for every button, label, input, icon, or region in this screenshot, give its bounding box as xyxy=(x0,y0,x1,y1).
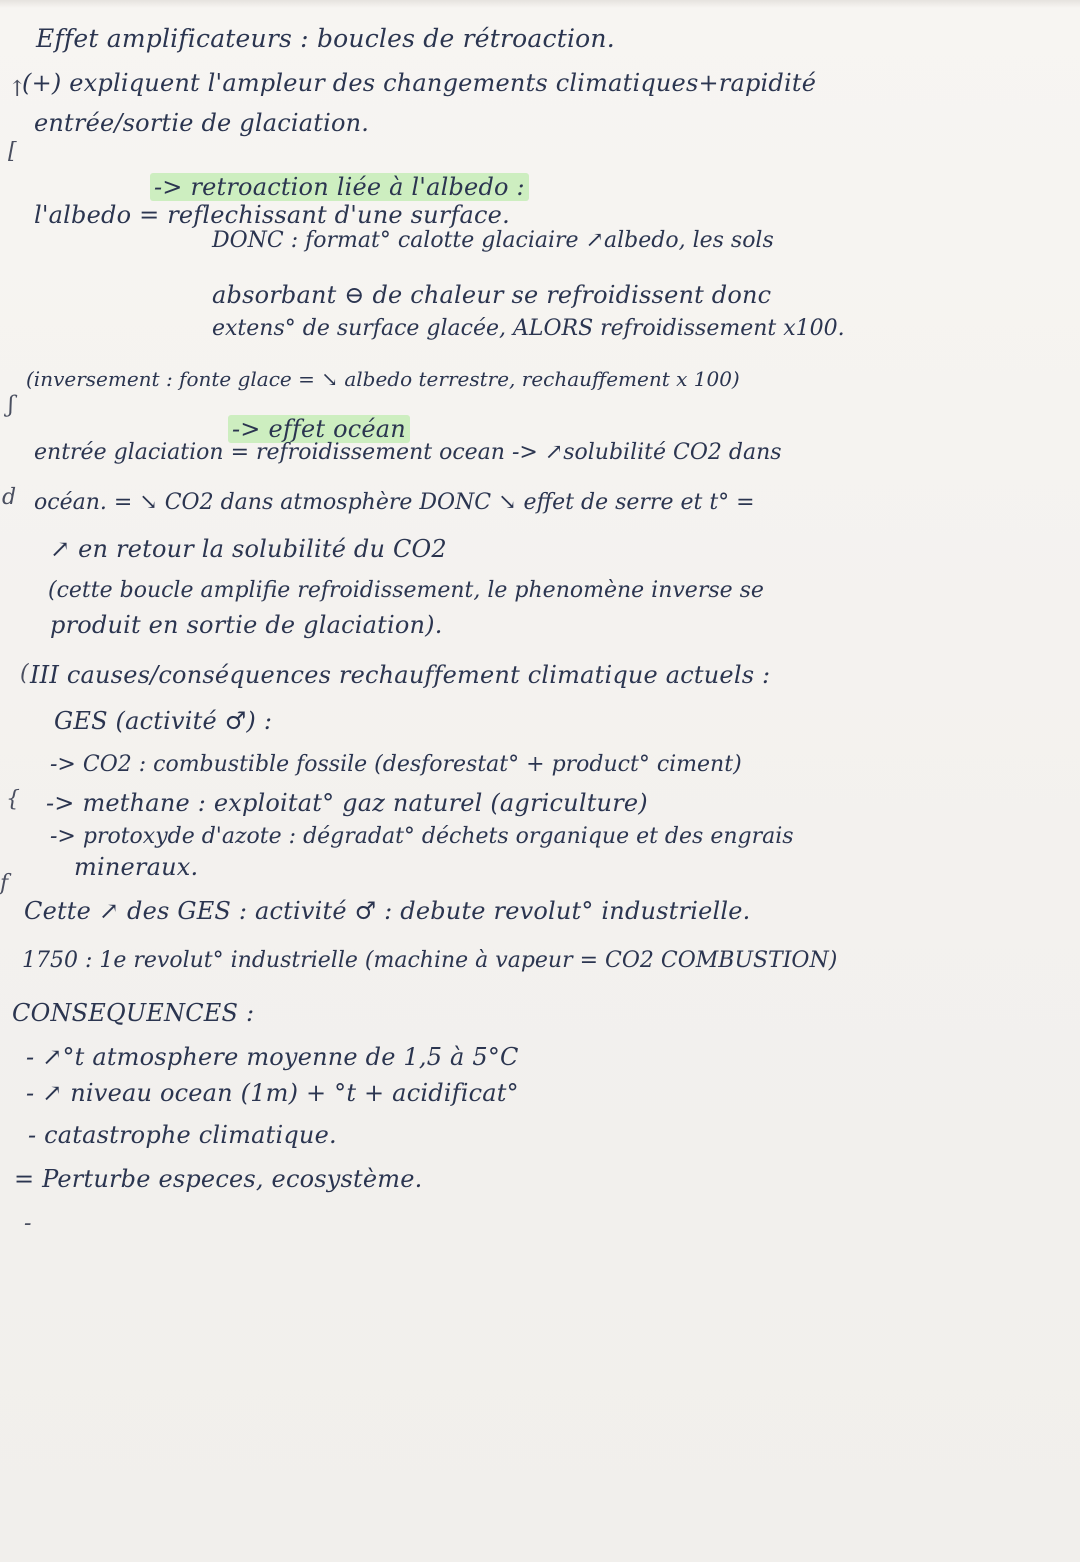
note-line: l'albedo = reflechissant d'une surface. xyxy=(34,201,510,229)
note-line: = Perturbe especes, ecosystème. xyxy=(14,1165,423,1193)
margin-mark: ( xyxy=(20,661,29,686)
margin-mark: [ xyxy=(8,139,17,164)
page-top-edge xyxy=(0,0,1080,8)
margin-mark: d xyxy=(2,485,17,510)
margin-mark: ↑ xyxy=(8,77,27,102)
note-line: mineraux. xyxy=(74,853,199,881)
highlighted-text: -> effet océan xyxy=(228,415,410,443)
margin-mark: ʃ xyxy=(8,393,14,418)
note-list-item: -> methane : exploitat° gaz naturel (agriculture) xyxy=(46,789,648,817)
note-line: Cette ↗ des GES : activité ♂ : debute revolut° industrielle. xyxy=(24,897,751,925)
note-line: produit en sortie de glaciation). xyxy=(50,611,443,639)
note-line: GES (activité ♂) : xyxy=(54,707,273,735)
note-list-item: - ↗ niveau ocean (1m) + °t + acidificat° xyxy=(26,1079,519,1107)
margin-mark: f xyxy=(0,871,9,896)
note-list-item: -> protoxyde d'azote : dégradat° déchets organique et des engrais xyxy=(50,824,794,849)
note-line: entrée glaciation = refroidissement ocean -> ↗solubilité CO2 dans xyxy=(34,440,782,465)
note-line: absorbant ⊖ de chaleur se refroidissent donc xyxy=(212,281,772,309)
note-line: 1750 : 1e revolut° industrielle (machine à vapeur = CO2 COMBUSTION) xyxy=(22,948,838,973)
note-line: (cette boucle amplifie refroidissement, le phenomène inverse se xyxy=(48,578,764,603)
margin-mark: - xyxy=(24,1211,32,1236)
note-list-item: - catastrophe climatique. xyxy=(28,1121,337,1149)
note-list-item: - ↗°t atmosphere moyenne de 1,5 à 5°C xyxy=(26,1043,519,1071)
highlighted-text: -> retroaction liée à l'albedo : xyxy=(150,173,529,201)
note-heading-effets-amplificateurs: Effet amplificateurs : boucles de rétroaction. xyxy=(36,24,615,53)
note-line: (inversement : fonte glace = ↘ albedo terrestre, rechauffement x 100) xyxy=(26,367,740,391)
note-subheading-albedo xyxy=(150,172,529,202)
note-line: océan. = ↘ CO2 dans atmosphère DONC ↘ effet de serre et t° = xyxy=(34,490,755,515)
note-line: entrée/sortie de glaciation. xyxy=(34,109,370,137)
note-line: extens° de surface glacée, ALORS refroidissement x100. xyxy=(212,316,845,341)
margin-mark: { xyxy=(6,787,20,812)
note-heading-section-iii: III causes/conséquences rechauffement climatique actuels : xyxy=(30,661,771,689)
note-line: ↗ en retour la solubilité du CO2 xyxy=(50,535,447,563)
note-line: (+) expliquent l'ampleur des changements climatiques+rapidité xyxy=(22,69,817,97)
note-heading-consequences: CONSEQUENCES : xyxy=(12,999,255,1027)
note-list-item: -> CO2 : combustible fossile (desforestat° + product° ciment) xyxy=(50,752,742,777)
note-line: DONC : format° calotte glaciaire ↗albedo, les sols xyxy=(212,228,774,253)
